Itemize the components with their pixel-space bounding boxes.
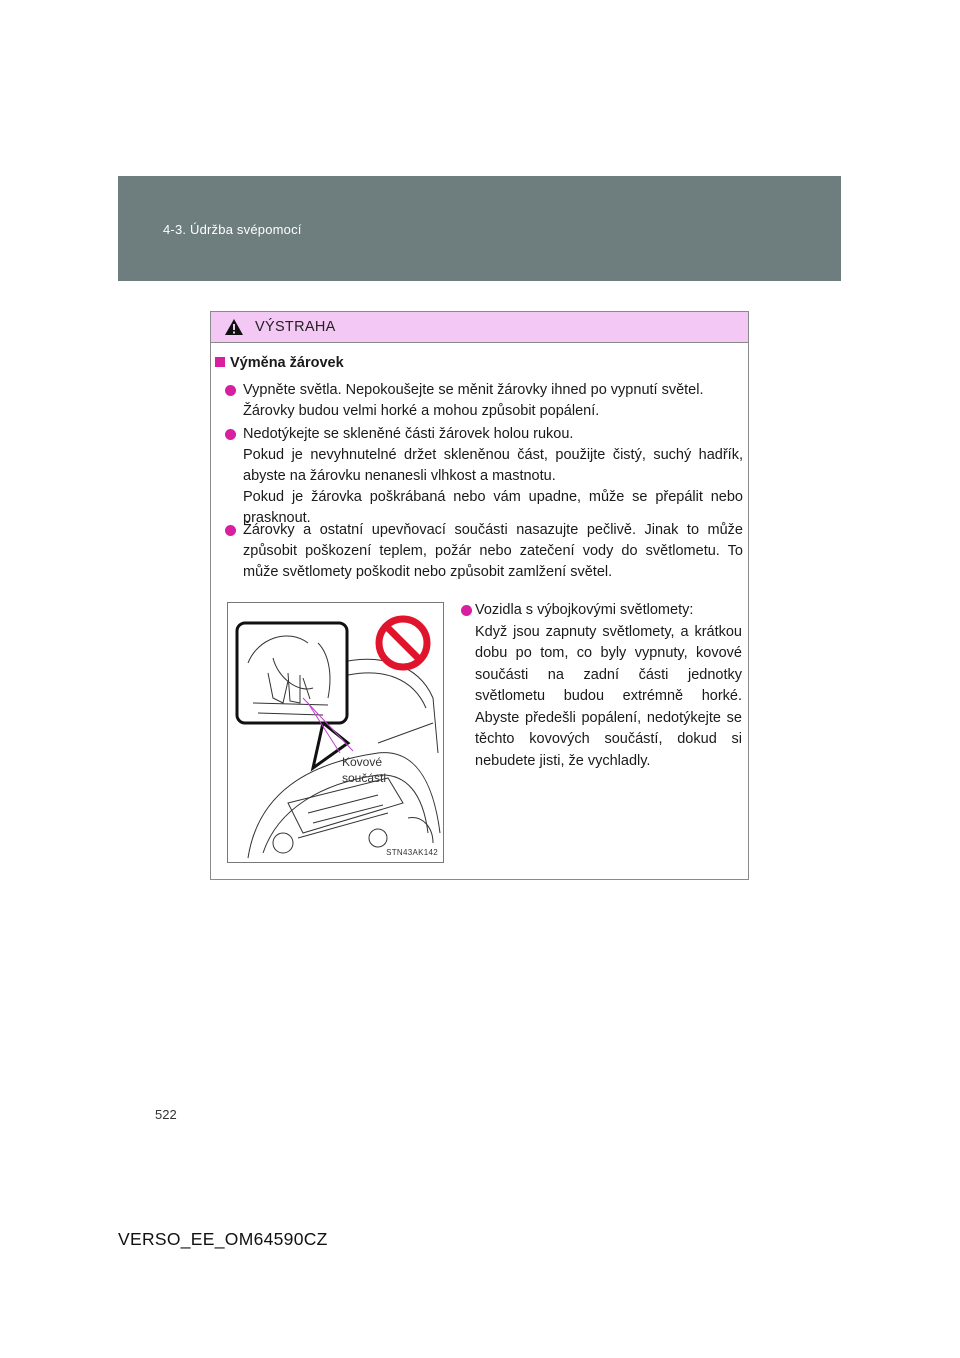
engine-bay-drawing (228, 603, 444, 863)
warning-item (225, 424, 743, 529)
warning-box (210, 311, 749, 880)
section-header (118, 176, 841, 281)
bullet-icon (225, 525, 236, 536)
warning-section-title: Výměna žárovek (215, 355, 344, 371)
square-bullet-icon (215, 357, 225, 367)
metal-parts-label: Kovové součásti (342, 755, 387, 785)
section-title: 4-3. Údržba svépomocí (163, 222, 302, 237)
document-code: VERSO_EE_OM64590CZ (118, 1229, 328, 1249)
warning-triangle-icon (224, 318, 244, 336)
note-text: Když jsou zapnuty světlomety, a krátkou dobu po tom, co byly vypnuty, kovové součásti na zadní části jednotky světlometu budou extrémně horké. Abyste předešli popálení, nedotýkejte se těchto kovových součástí, dokud si nebudete jisti, že vychladly. (475, 623, 742, 769)
bullet-icon (225, 385, 236, 396)
note-title: Vozidla s výbojkovými světlomety: (475, 602, 694, 618)
bullet-icon (225, 429, 236, 440)
bullet-icon (461, 605, 472, 616)
illustration-code: STN43AK142 (386, 848, 438, 857)
headlight-illustration (227, 602, 444, 863)
page-number: 522 (155, 1107, 177, 1122)
warning-text: Vypněte světla. Nepokoušejte se měnit žárovky ihned po vypnutí světel. (243, 382, 704, 398)
prohibition-icon (379, 619, 427, 667)
hid-headlights-note (461, 600, 742, 772)
warning-header (211, 312, 748, 343)
warning-title: VÝSTRAHA (255, 319, 336, 335)
warning-text: Žárovky a ostatní upevňovací součásti nasazujte pečlivě. Jinak to může způsobit poškození teplem, požár nebo zatečení vody do světlometu. To může světlomety poškodit nebo způsobit zamlžení světel. (243, 522, 743, 580)
warning-item (225, 380, 743, 422)
warning-item (225, 520, 743, 583)
warning-text: Žárovky budou velmi horké a mohou způsobit popálení. (243, 403, 600, 419)
warning-text: Nedotýkejte se skleněné části žárovek holou rukou. (243, 426, 574, 442)
warning-text: Pokud je nevyhnutelné držet skleněnou část, použijte čistý, suchý hadřík, abyste na žárovku nenanesli vlhkost a mastnotu. (243, 447, 743, 484)
warning-text: Pokud je žárovka poškrábaná nebo vám upadne, může se přepálit nebo prasknout. (243, 489, 743, 526)
